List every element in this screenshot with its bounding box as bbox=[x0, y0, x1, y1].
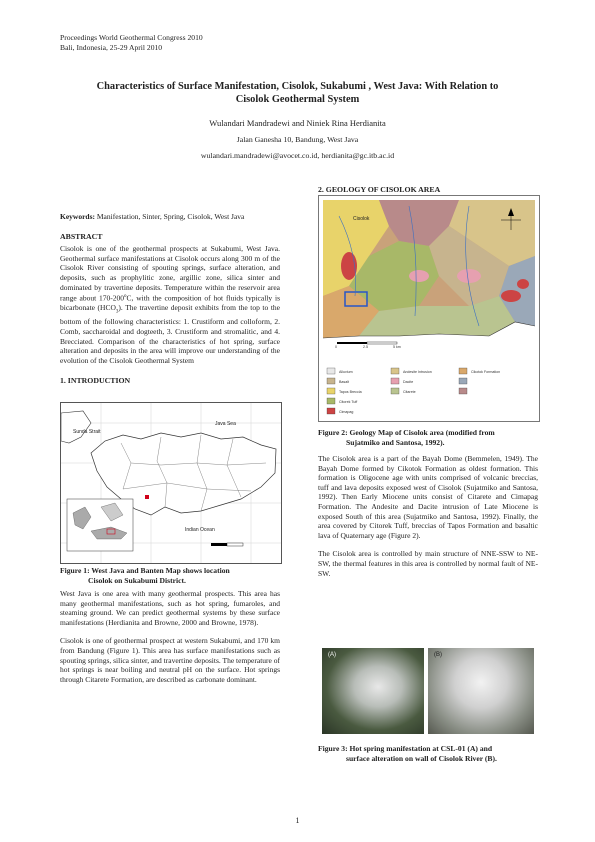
scale-end: 5 km bbox=[393, 345, 401, 349]
label-sunda-strait: Sunda Strait bbox=[73, 429, 101, 435]
photo-a-label: (A) bbox=[328, 652, 336, 658]
photo-b-label: (B) bbox=[434, 652, 442, 658]
geology-heading: 2. GEOLOGY OF CISOLOK AREA bbox=[318, 185, 441, 194]
figure-3-caption bbox=[318, 744, 538, 763]
figure-2-geology-map bbox=[318, 195, 540, 422]
west-java-map bbox=[61, 403, 281, 563]
figure-3-caption-line-1: Figure 3: Hot spring manifestation at CSL-01 (A) and bbox=[318, 744, 493, 753]
figure-1-caption-line-2: Cisolok on Sukabumi District. bbox=[88, 575, 186, 585]
figure-1-map bbox=[60, 402, 282, 564]
geology-text bbox=[318, 454, 538, 578]
label-java-sea: Java Sea bbox=[215, 421, 236, 427]
map-label-cisolok: Cisolok bbox=[353, 216, 370, 222]
header-line-1: Proceedings World Geothermal Congress 2010 bbox=[60, 33, 203, 42]
intro-paragraph-1: West Java is one area with many geothermal prospects. This area has many geothermal manifestations, such as hot spring, fumaroles, and steaming ground. We can predict geothermal systems by these surface manifestations (Herdianita and Browne, 2000 and Browne, 1978). bbox=[60, 589, 280, 627]
intro-paragraph-2: Cisolok is one of geothermal prospect at western Sukabumi, and 170 km from Bandung (Figure 1). This area has surface manifestations such as spouting springs, silica sinter, and travertine deposits. The temperature of hot springs is near boiling and neutral pH on the surface. Hot springs through Citarete Formation, are described as carbonate dominant. bbox=[60, 636, 280, 684]
figure-2-caption bbox=[318, 428, 538, 447]
abstract-text bbox=[60, 244, 280, 365]
legend-item-2: Tapos Breccia bbox=[339, 390, 362, 394]
intro-heading: 1. INTRODUCTION bbox=[60, 376, 131, 386]
abstract-text-3: ). The travertine deposit exhibits from the top to the bottom of the following characteristics: 1. Crustiform and colloform, 2. Comb, saccharoidal and dogteeth, 3. Crustiform and stromalitic, and 4. Brecciated. Comparison of the characteristics of hot spring, surface alteration and deposits in the area will improve our understanding of the evolution of the Cisolok Geothermal System bbox=[60, 303, 280, 365]
title-line-1: Characteristics of Surface Manifestation, Cisolok, Sukabumi , West Java: With Relation to bbox=[96, 81, 499, 92]
header-line-2: Bali, Indonesia, 25-29 April 2010 bbox=[60, 43, 163, 52]
figure-2-caption-line-1: Figure 2: Geology Map of Cisolok area (modified from bbox=[318, 428, 495, 437]
geology-map-graphic bbox=[319, 196, 539, 421]
abstract-heading: ABSTRACT bbox=[60, 231, 103, 241]
geology-paragraph-1: The Cisolok area is a part of the Bayah Dome (Bemmelen, 1949). The Bayah Dome formed by Cikotok Formation as oldest formation. This formation is Oligocene age with units comprised of volcanic breccias, tuff and lava deposits exposed west of Cisolok (Sujatmiko and Santosa, 1992). Then Early Miocene units consist of Citarete and Cimapag Formation. The Andesite and Dacite intrusion of Late Miocene is exposed South of this area (Sujatmiko and Santosa, 1992). Finally, the area covered by Citorek Tuff, breccias of Tapos Formation and basaltic lava of Quaternary age (Figure 2). bbox=[318, 454, 538, 540]
figure-3-caption-line-2: surface alteration on wall of Cisolok River (B). bbox=[346, 753, 497, 763]
scale-0: 0 bbox=[335, 345, 337, 349]
label-indian-ocean: Indian Ocean bbox=[185, 527, 215, 533]
legend-item-5: Andesite Intrusion bbox=[403, 370, 432, 374]
keywords-text: Manifestation, Sinter, Spring, Cisolok, West Java bbox=[96, 212, 245, 221]
legend-item-6: Dacite bbox=[403, 380, 414, 384]
hco3-sub: 3 bbox=[115, 309, 119, 315]
geology-paragraph-2: The Cisolok area is controlled by main structure of NNE-SSW to NE-SW, the thermal features in this area is controlled by normal fault of NE-SW. bbox=[318, 549, 538, 578]
degree-sup: o bbox=[124, 294, 127, 300]
abstract-text-2: C, with the composition of hot fluids typically is bicarbonate (HCO bbox=[60, 293, 280, 313]
left-column-bottom bbox=[60, 589, 280, 684]
abstract-text-1: Cisolok is one of the geothermal prospects at Sukabumi, West Java. Geothermal surface manifestations at Cisolok occurs along 300 m of the Cisolok River consisting of spouting springs, surface alteration, and deposits, such as prophylitic zone, argillic zone, silica sinter and dominated by travertine deposits. Temperature within the reservoir area range about 170-200 bbox=[60, 244, 280, 303]
authors: Wulandari Mandradewi and Niniek Rina Herdianita bbox=[209, 118, 386, 128]
legend-item-0: Alluvium bbox=[339, 370, 353, 374]
address: Jalan Ganesha 10, Bandung, West Java bbox=[236, 135, 359, 144]
legend-item-3: Citorek Tuff bbox=[339, 400, 358, 404]
figure-3-photo-a bbox=[322, 648, 424, 734]
page-number: 1 bbox=[295, 816, 300, 825]
figure-1-caption bbox=[60, 566, 280, 585]
legend-item-4: Cimapag bbox=[339, 410, 354, 414]
legend-item-8: Cikotok Formation bbox=[471, 370, 501, 374]
legend-item-7: Citarete bbox=[403, 390, 416, 394]
keywords-label: Keywords: bbox=[60, 212, 95, 221]
paper-title bbox=[55, 80, 540, 106]
figure-1-caption-line-1: Figure 1: West Java and Banten Map shows location bbox=[60, 566, 230, 575]
figure-3-photo-b bbox=[428, 648, 534, 734]
left-column-top bbox=[60, 212, 280, 386]
proceedings-header bbox=[60, 33, 203, 53]
figure-2-caption-line-2: Sujatmiko and Santosa, 1992). bbox=[346, 437, 445, 447]
email: wulandari.mandradewi@avocet.co.id, herdianita@gc.itb.ac.id bbox=[200, 151, 395, 160]
scale-mid: 2.5 bbox=[363, 345, 368, 349]
title-line-2: Cisolok Geothermal System bbox=[235, 94, 360, 105]
keywords bbox=[60, 212, 280, 222]
cisolok-location-marker bbox=[145, 495, 149, 499]
legend-item-1: Basalt bbox=[339, 380, 349, 384]
